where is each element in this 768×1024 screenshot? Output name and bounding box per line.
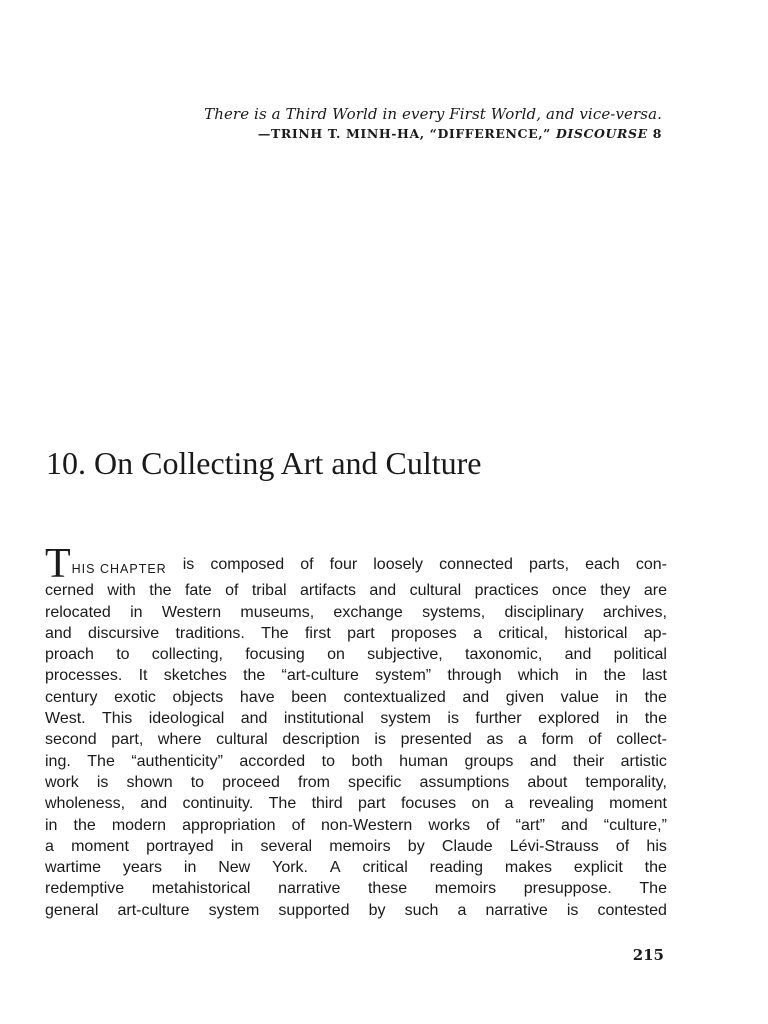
body-word: part, [111, 731, 144, 749]
body-word: shown [126, 773, 173, 791]
body-word: are [643, 582, 667, 600]
body-word: non-Western [321, 816, 413, 834]
body-word: they [600, 582, 631, 600]
body-word: taxonomic, [465, 646, 543, 664]
epigraph-author: —TRINH T. MINH-HA, “DIFFERENCE,” [257, 126, 551, 141]
body-word: reading [429, 859, 483, 877]
body-word: a [504, 795, 514, 813]
body-word: last [642, 667, 667, 685]
body-word: objects [172, 688, 224, 706]
body-word: as [486, 731, 504, 749]
body-word: and [45, 624, 72, 642]
body-word: their [573, 752, 605, 770]
body-word: third [311, 795, 343, 813]
body-word: the [603, 667, 626, 685]
body-word: ap- [643, 624, 667, 642]
body-line [45, 772, 667, 793]
body-word: of [225, 582, 239, 600]
drop-cap: T [45, 541, 71, 587]
body-word: exotic [114, 688, 156, 706]
body-word: fate [184, 582, 212, 600]
body-word: explicit [573, 859, 623, 877]
body-word: part [347, 624, 375, 642]
body-word: in [45, 816, 58, 834]
body-word: The [261, 624, 289, 642]
body-word: once [552, 582, 587, 600]
epigraph-issue: 8 [652, 126, 662, 141]
body-word: in [130, 603, 143, 621]
body-word: memoirs [329, 837, 391, 855]
body-word: first [304, 624, 331, 642]
body-word: The [268, 795, 297, 813]
body-word: focusing [245, 646, 305, 664]
body-word: in [183, 859, 197, 877]
body-word: the [73, 816, 96, 834]
body-word: loosely [373, 556, 424, 573]
body-word: cultural [409, 582, 462, 600]
body-word: these [367, 880, 408, 898]
epigraph-quote: There is a Third World in every First World, and vice-versa. [204, 105, 662, 123]
body-word: on [327, 646, 345, 664]
body-word: a [45, 837, 54, 855]
body-word: and [564, 646, 592, 664]
body-word: works [428, 816, 471, 834]
small-caps-lead: HIS CHAPTER [71, 562, 167, 576]
body-word: of [300, 556, 314, 573]
body-word: narrative [485, 901, 548, 919]
body-word: Western [161, 603, 222, 621]
body-word: both [351, 752, 383, 770]
body-word: modern [111, 816, 167, 834]
body-word: relocated [45, 603, 111, 621]
body-word: assumptions [419, 773, 510, 791]
body-word: wartime [45, 859, 102, 877]
body-word: by [407, 837, 425, 855]
body-word: groups [464, 752, 514, 770]
body-word: his [646, 837, 667, 855]
body-word: temporality, [585, 773, 667, 791]
body-word: political [613, 646, 667, 664]
body-word: a [473, 624, 482, 642]
body-word: institutional [283, 710, 364, 728]
body-word: given [505, 688, 544, 706]
body-word: and [462, 688, 490, 706]
first-line-lead [45, 541, 167, 587]
body-word: value [560, 688, 599, 706]
body-word: part [358, 795, 386, 813]
body-word: narrative [278, 880, 341, 898]
body-line-first [45, 541, 667, 587]
body-word: second [45, 731, 97, 749]
body-word: is [566, 901, 579, 919]
body-word: museums, [240, 603, 315, 621]
body-word: tribal [251, 582, 287, 600]
body-word: and [240, 710, 268, 728]
body-word: revealing [528, 795, 594, 813]
body-word: the [243, 667, 266, 685]
body-word: metahistorical [151, 880, 251, 898]
body-word: West. [45, 710, 86, 728]
body-line [45, 687, 667, 708]
body-word: to [321, 752, 336, 770]
chapter-title: 10. On Collecting Art and Culture [46, 445, 482, 481]
body-word: subjective, [367, 646, 443, 664]
body-word: is [374, 731, 386, 749]
body-line [45, 857, 667, 878]
body-word: practices [474, 582, 539, 600]
body-word: disciplinary [504, 603, 584, 621]
body-line [45, 708, 667, 729]
body-word: human [399, 752, 449, 770]
body-word: in [615, 688, 628, 706]
epigraph [204, 104, 662, 144]
page-number: 215 [632, 946, 664, 964]
body-word: connected [439, 556, 513, 573]
body-word: sketches [163, 667, 227, 685]
body-word: by [368, 901, 386, 919]
body-word: is [447, 710, 459, 728]
body-word: of [486, 816, 500, 834]
body-word: composed [210, 556, 285, 573]
body-word: A [329, 859, 341, 877]
body-word: “art-culture [281, 667, 359, 685]
body-word: about [527, 773, 568, 791]
epigraph-attribution [204, 124, 662, 144]
body-line [45, 602, 667, 623]
body-word: processes. [45, 667, 123, 685]
body-word: memoirs [434, 880, 497, 898]
body-word: such [404, 901, 439, 919]
body-word: ideological [148, 710, 225, 728]
body-word: and [369, 582, 397, 600]
body-word: “art” [515, 816, 545, 834]
body-word: collect- [616, 731, 667, 749]
body-word: general [45, 901, 99, 919]
body-word: work [45, 773, 79, 791]
body-word: portrayed [146, 837, 214, 855]
body-line [45, 729, 667, 750]
body-word: supported [278, 901, 350, 919]
body-word: and [529, 752, 557, 770]
body-word: proposes [390, 624, 457, 642]
body-word: system” [375, 667, 432, 685]
body-word: system [208, 901, 260, 919]
body-word: the [644, 710, 667, 728]
body-word: “culture,” [603, 816, 667, 834]
body-word: the [149, 582, 172, 600]
body-word: parts, [529, 556, 570, 573]
body-line [45, 751, 667, 772]
body-lines [45, 580, 667, 921]
body-word: continuity. [182, 795, 254, 813]
body-word: the [644, 859, 667, 877]
body-word: accorded [239, 752, 306, 770]
body-line [45, 793, 667, 814]
body-word: collecting, [151, 646, 223, 664]
body-line [45, 815, 667, 836]
body-line [45, 900, 667, 921]
body-word: contextualized [343, 688, 446, 706]
body-word: This [102, 710, 133, 728]
body-word: makes [504, 859, 552, 877]
body-word: of [291, 816, 305, 834]
body-word: further [475, 710, 522, 728]
body-word: wholeness, [45, 795, 126, 813]
body-word: proceed [222, 773, 280, 791]
body-word: have [239, 688, 275, 706]
epigraph-source: DISCOURSE [555, 126, 648, 141]
body-line [45, 836, 667, 857]
body-line [45, 665, 667, 686]
body-word: years [122, 859, 163, 877]
body-word: appropriation [182, 816, 276, 834]
body-word: which [517, 667, 559, 685]
body-word: in [574, 667, 588, 685]
body-word: four [329, 556, 358, 573]
body-word: in [230, 837, 244, 855]
body-word: specific [348, 773, 402, 791]
body-word: artifacts [299, 582, 356, 600]
body-word: moment [71, 837, 129, 855]
body-line [45, 644, 667, 665]
body-word: focuses [400, 795, 457, 813]
body-word: where [157, 731, 202, 749]
body-word: The [639, 880, 667, 898]
body-word: ing. [45, 752, 71, 770]
body-word: century [45, 688, 98, 706]
body-word: a [518, 731, 527, 749]
body-word: each [585, 556, 620, 573]
body-word: of [588, 731, 602, 749]
body-word: is [96, 773, 109, 791]
body-word: discursive [88, 624, 160, 642]
body-word: of [615, 837, 630, 855]
body-word: historical [564, 624, 628, 642]
body-word: critical, [498, 624, 549, 642]
body-word: from [298, 773, 330, 791]
body-word: explored [538, 710, 600, 728]
body-line [45, 623, 667, 644]
body-word: archives, [602, 603, 667, 621]
body-word: cerned [45, 582, 94, 600]
body-word: Lévi-Strauss [509, 837, 599, 855]
body-word: to [190, 773, 205, 791]
body-word: a [457, 901, 467, 919]
body-word: and [561, 816, 588, 834]
body-word: system [380, 710, 431, 728]
body-word: traditions. [175, 624, 245, 642]
body-word: form [541, 731, 574, 749]
body-word: the [644, 688, 667, 706]
body-word: exchange [333, 603, 403, 621]
body-word: with [107, 582, 136, 600]
body-word: to [116, 646, 130, 664]
body-word: description [282, 731, 360, 749]
body-word: New [218, 859, 251, 877]
body-paragraph [45, 541, 667, 921]
body-word: The [87, 752, 115, 770]
body-word: con- [635, 556, 667, 573]
body-word: It [138, 667, 148, 685]
body-line [45, 580, 667, 601]
body-word: critical [362, 859, 408, 877]
body-word: on [471, 795, 490, 813]
body-word: art-culture [117, 901, 190, 919]
body-word: York. [272, 859, 308, 877]
body-word: moment [609, 795, 667, 813]
body-word: artistic [620, 752, 667, 770]
body-word: presuppose. [523, 880, 612, 898]
body-word: is [182, 556, 195, 573]
body-word: through [447, 667, 502, 685]
body-line [45, 878, 667, 899]
body-word: redemptive [45, 880, 125, 898]
body-word: been [291, 688, 327, 706]
body-word: “authenticity” [131, 752, 223, 770]
body-word: proach [45, 646, 94, 664]
body-word: Claude [441, 837, 493, 855]
body-word: systems, [422, 603, 486, 621]
body-word: in [615, 710, 629, 728]
body-word: and [140, 795, 168, 813]
body-word: several [260, 837, 313, 855]
body-word: presented [400, 731, 472, 749]
body-word: contested [597, 901, 667, 919]
body-word: cultural [216, 731, 268, 749]
